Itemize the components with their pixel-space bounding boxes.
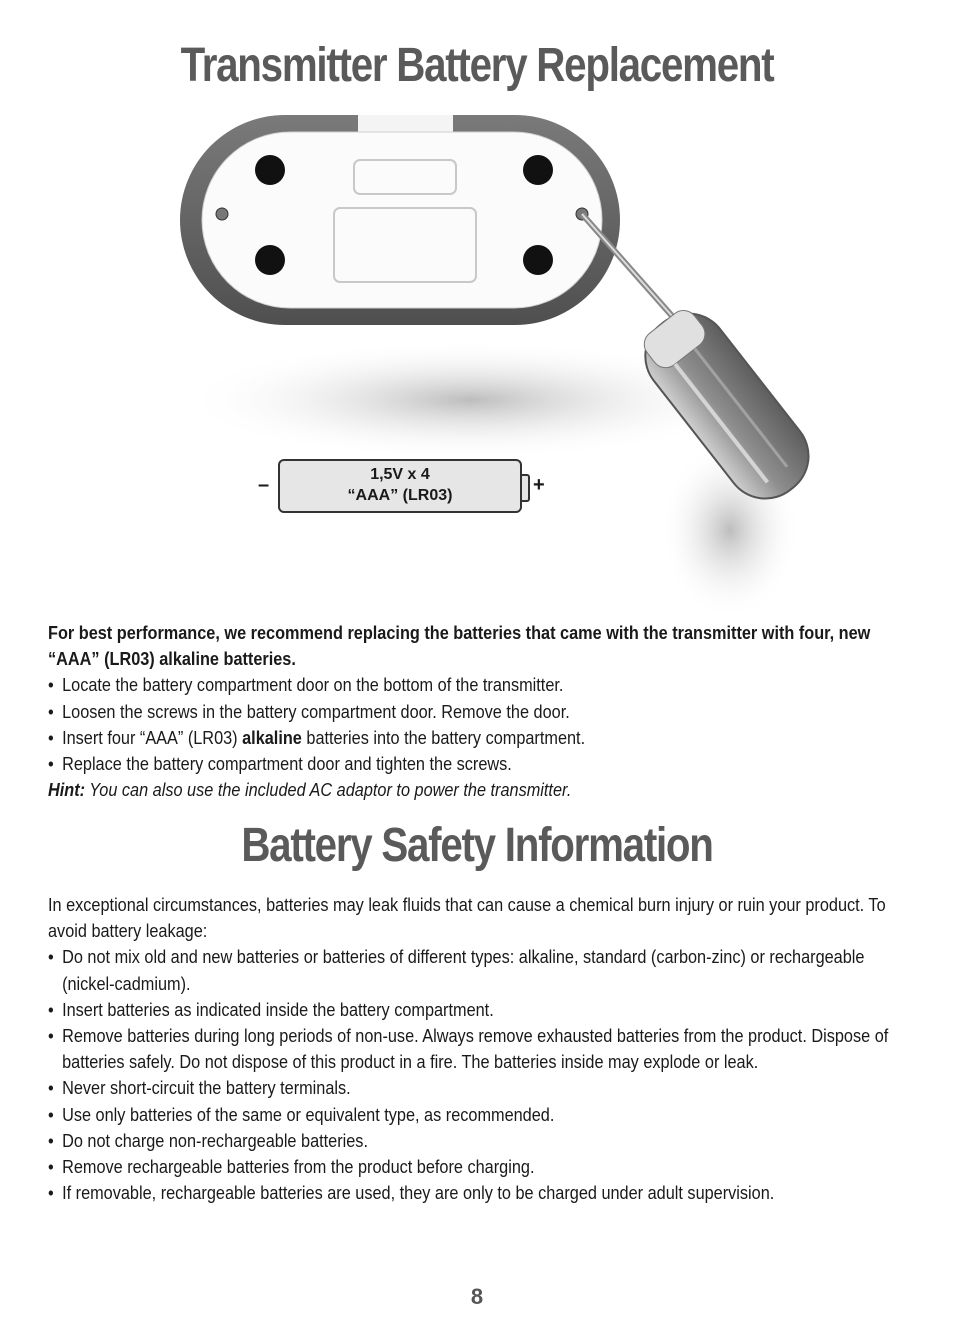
hint-text: You can also use the included AC adaptor to power the transmitter. <box>85 779 572 801</box>
list-item: • Remove rechargeable batteries from the product before charging. <box>48 1154 910 1180</box>
list-item: • Remove batteries during long periods of non-use. Always remove exhausted batteries from the product. Dispose of batteries safely. Do not dispose of this product in a fire. The batteries inside may explode or leak. <box>48 1023 910 1075</box>
battery-type-label: “AAA” (LR03) <box>347 487 453 504</box>
page-number: 8 <box>470 1284 484 1309</box>
step3-text-post: batteries into the battery compartment. <box>301 726 586 748</box>
section-title: Battery Safety Information <box>241 819 713 872</box>
step3-text-bold: alkaline <box>242 726 302 748</box>
page-title: Transmitter Battery Replacement <box>180 39 774 92</box>
battery-plus-sign: + <box>533 474 545 496</box>
step3-text-pre: Insert four “AAA” (LR03) <box>62 726 243 748</box>
list-item: • Locate the battery compartment door on the bottom of the transmitter. <box>48 672 910 698</box>
list-item: • Insert batteries as indicated inside the battery compartment. <box>48 997 910 1023</box>
list-item: • Never short-circuit the battery terminals. <box>48 1075 910 1101</box>
replacement-instructions <box>48 620 910 803</box>
list-item <box>48 725 910 751</box>
list-item: • Do not charge non-rechargeable batteries. <box>48 1128 910 1154</box>
list-item: • If removable, rechargeable batteries are used, they are only to be charged under adult supervision. <box>48 1180 910 1206</box>
transmitter-illustration <box>170 110 890 610</box>
replacement-intro: For best performance, we recommend replacing the batteries that came with the transmitter with four, new “AAA” (LR03) alkaline batteries. <box>48 622 871 670</box>
safety-list <box>48 944 910 1206</box>
list-item: • Do not mix old and new batteries or batteries of different types: alkaline, standard (carbon-zinc) or rechargeable (nickel-cadmium). <box>48 944 910 996</box>
list-item: • Loosen the screws in the battery compartment door. Remove the door. <box>48 699 910 725</box>
hint-paragraph <box>48 777 910 803</box>
list-item: • Replace the battery compartment door and tighten the screws. <box>48 751 910 777</box>
safety-information <box>48 892 910 1206</box>
list-item: • Use only batteries of the same or equivalent type, as recommended. <box>48 1102 910 1128</box>
safety-intro: In exceptional circumstances, batteries may leak fluids that can cause a chemical burn injury or ruin your product. To avoid battery leakage: <box>48 894 886 942</box>
hint-label: Hint: <box>48 779 86 801</box>
battery-minus-sign: – <box>258 474 270 496</box>
battery-terminal <box>522 474 530 502</box>
replacement-steps <box>48 672 910 777</box>
battery-voltage-label: 1,5V x 4 <box>370 466 430 483</box>
battery-label-box <box>278 459 522 513</box>
